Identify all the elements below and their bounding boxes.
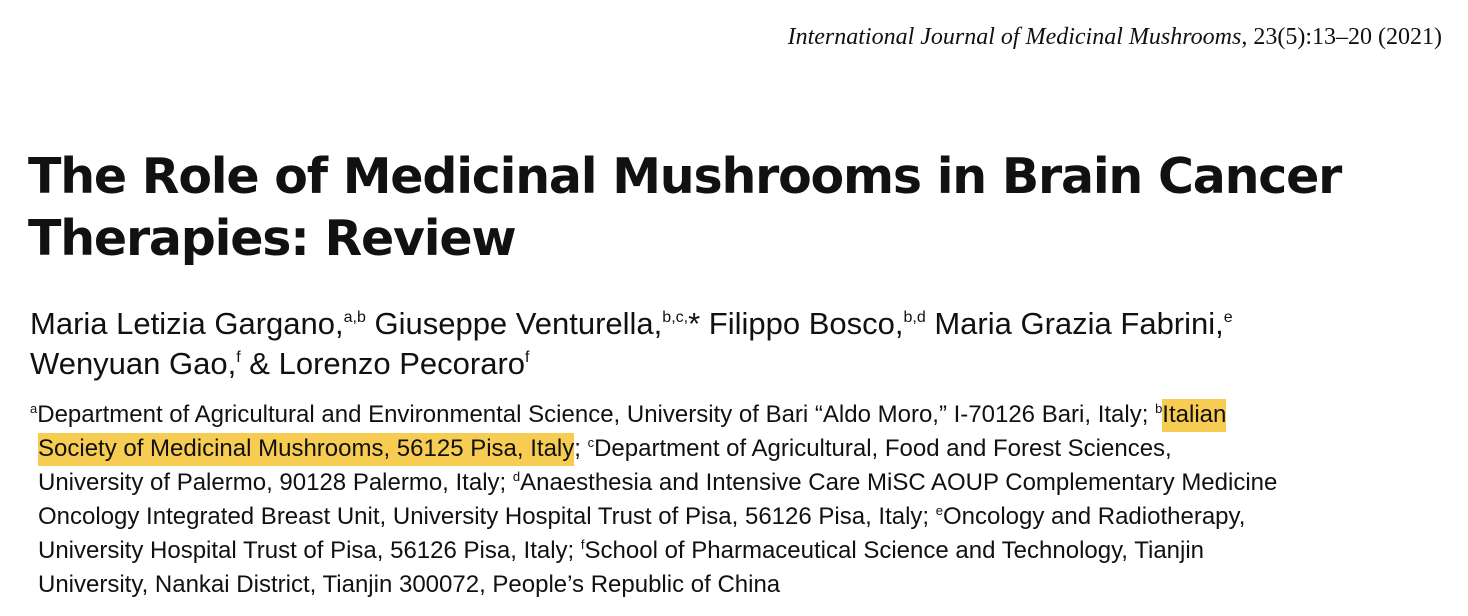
article-title-line-2: Therapies: Review [28, 210, 516, 267]
article-title-line-1: The Role of Medicinal Mushrooms in Brain Cancer [28, 148, 1342, 205]
journal-volume-pages-year: , 23(5):13–20 (2021) [1241, 24, 1442, 50]
author-affiliation-marker: f [236, 349, 241, 366]
author-affiliation-marker: a,b [343, 309, 366, 326]
highlighted-text[interactable]: Society of Medicinal Mushrooms, 56125 Pisa, Italy [38, 433, 574, 466]
affiliation-text: University of Palermo, 90128 Palermo, Italy; [38, 469, 513, 496]
affiliation-separator: ; [574, 435, 588, 462]
author-affiliation-marker: b,c, [662, 309, 689, 326]
journal-citation [788, 24, 1442, 51]
affiliation-text: University, Nankai District, Tianjin 300072, People’s Republic of China [38, 571, 781, 598]
article-title [28, 146, 1428, 270]
affiliation-marker: c [587, 435, 595, 450]
author-name: Wenyuan Gao, [30, 346, 237, 381]
author-name: Maria Grazia Fabrini, [925, 306, 1224, 341]
affiliation-text: Anaesthesia and Intensive Care MiSC AOUP Complementary Medicine [520, 469, 1278, 496]
author-line-2 [30, 344, 1450, 384]
affiliation-line-1 [30, 398, 1460, 432]
affiliations [30, 398, 1460, 602]
affiliation-line-6 [30, 568, 1460, 602]
affiliation-marker: e [935, 503, 943, 518]
affiliation-line-2 [30, 432, 1460, 466]
affiliation-text: School of Pharmaceutical Science and Technology, Tianjin [584, 537, 1205, 564]
affiliation-marker: b [1155, 401, 1163, 416]
author-line-1 [30, 304, 1450, 344]
affiliation-text: Department of Agricultural, Food and Forest Sciences, [594, 435, 1172, 462]
affiliation-marker: a [30, 401, 38, 416]
author-affiliation-marker: f [525, 349, 530, 366]
author-name: & Lorenzo Pecoraro [240, 346, 526, 381]
affiliation-text: Department of Agricultural and Environmental Science, University of Bari “Aldo Moro,” I-70126 Bari, Italy; [37, 401, 1156, 428]
author-name: Giuseppe Venturella, [365, 306, 663, 341]
affiliation-text: University Hospital Trust of Pisa, 56126 Pisa, Italy; [38, 537, 581, 564]
affiliation-marker: d [512, 469, 521, 484]
author-name: Maria Letizia Gargano, [30, 306, 344, 341]
author-affiliation-marker: e [1223, 309, 1233, 326]
affiliation-marker: f [580, 537, 585, 552]
author-list [30, 304, 1450, 384]
author-name: * Filippo Bosco, [688, 306, 904, 341]
affiliation-line-3 [30, 466, 1460, 500]
affiliation-text: Oncology Integrated Breast Unit, University Hospital Trust of Pisa, 56126 Pisa, Italy; [38, 503, 936, 530]
author-affiliation-marker: b,d [903, 309, 926, 326]
affiliation-text: Oncology and Radiotherapy, [942, 503, 1246, 530]
affiliation-line-4 [30, 500, 1460, 534]
affiliation-line-5 [30, 534, 1460, 568]
highlighted-text[interactable]: Italian [1162, 399, 1226, 432]
journal-name: International Journal of Medicinal Mushrooms [787, 24, 1242, 50]
